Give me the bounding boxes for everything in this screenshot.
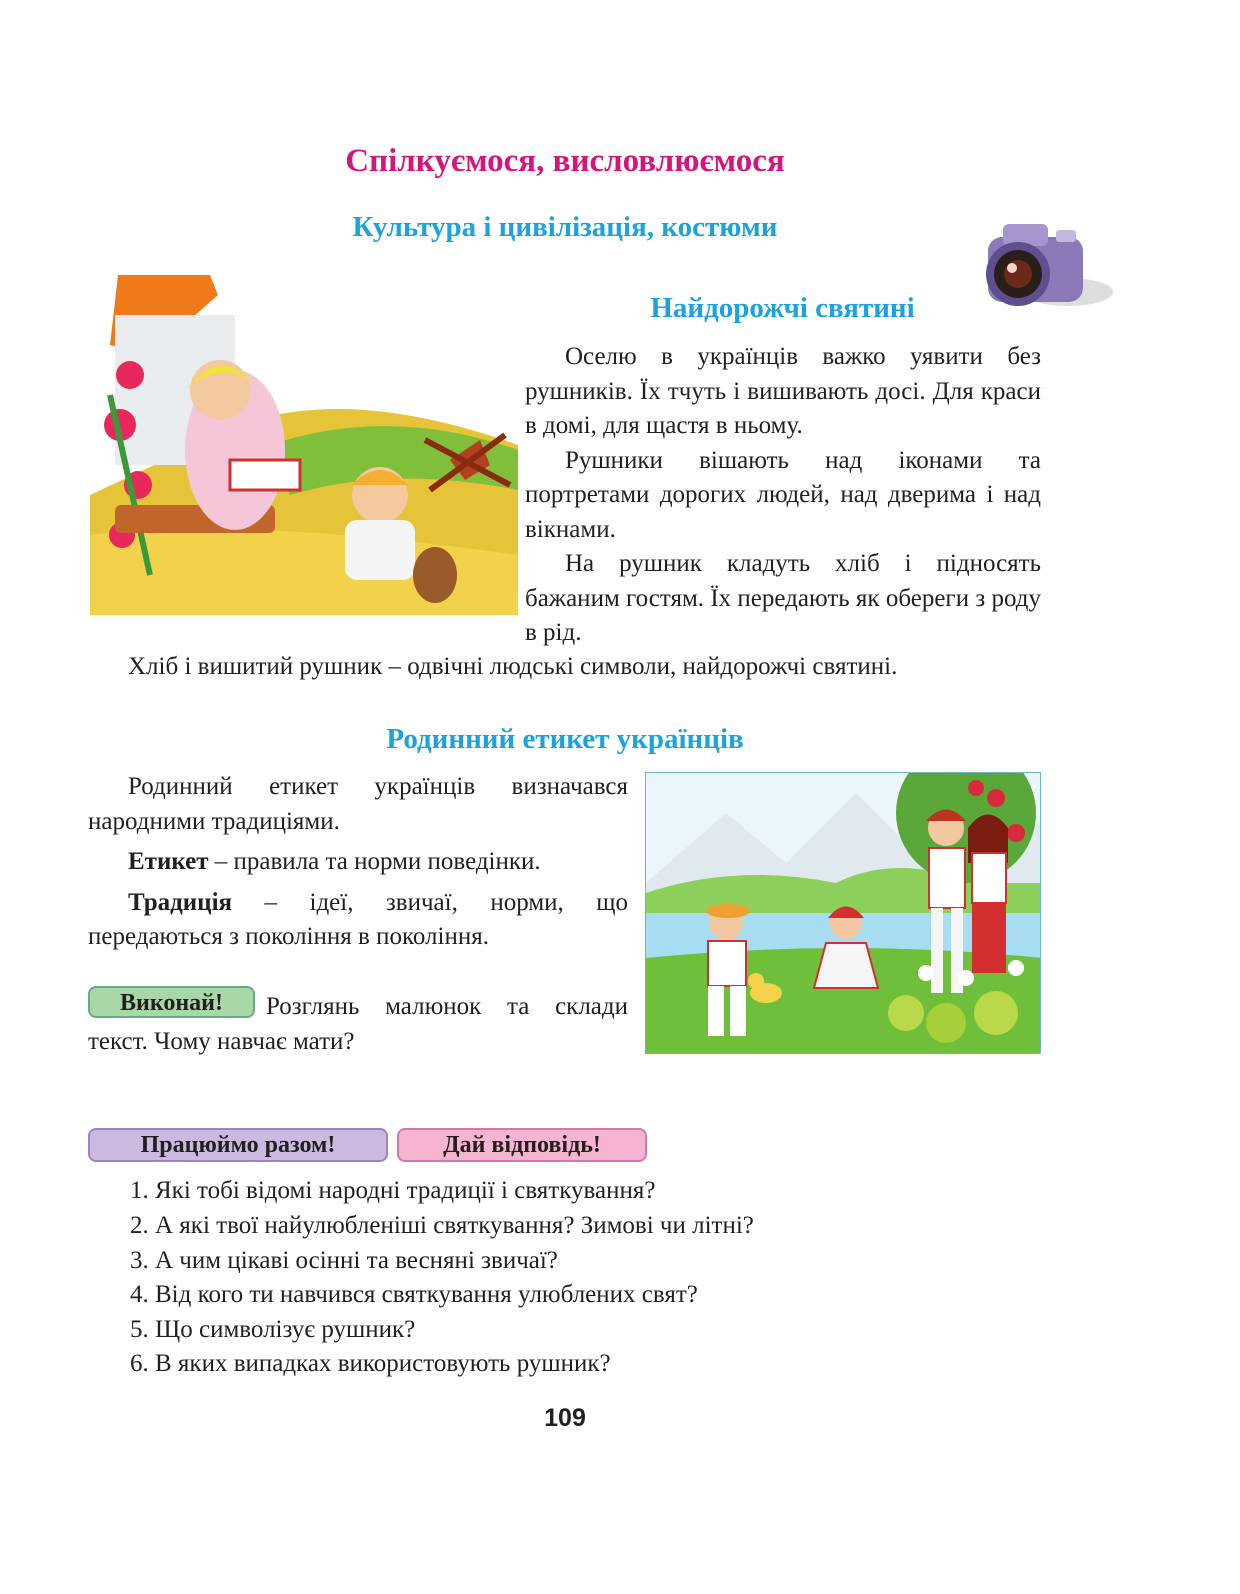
question-3: 3. А чим цікаві осінні та весняні звичаї? (130, 1247, 558, 1274)
question-5: 5. Що символізує рушник? (130, 1316, 416, 1343)
answer-badge: Дай відповідь! (397, 1128, 647, 1162)
tradition-definition-text: – ідеї, звичаї, норми, що передаються з покоління в покоління. (88, 888, 628, 950)
article1-paragraph-1: Оселю в українців важко уявити без рушників. Їх тчуть і вишивають досі. Для краси в домі, для щастя в ньому. (525, 343, 1041, 439)
tradition-term: Традиція (128, 888, 233, 916)
question-4: 4. Від кого ти навчився святкування улюблених свят? (130, 1281, 698, 1308)
page-number: 109 (544, 1404, 586, 1432)
task-text: Розглянь малюнок та склади текст. Чому навчає мати? (88, 993, 628, 1055)
etiquette-term: Етикет (128, 848, 209, 875)
etiquette-definition-text: – правила та норми поведінки. (208, 848, 541, 875)
article1-heading: Найдорожчі святині (650, 292, 915, 324)
article2-heading: Родинний етикет українців (386, 723, 744, 755)
tradition-definition (88, 886, 628, 955)
article2-paragraph-1: Родинний етикет українців визначався народними традиціями. (88, 773, 628, 835)
article1-paragraph-2: Рушники вішають над іконами та портретами дорогих людей, над дверима і над вікнами. (525, 446, 1041, 543)
article1-paragraph-4: Хліб і вишитий рушник – одвічні людські символи, найдорожчі святині. (128, 653, 898, 680)
embroidery-illustration (90, 275, 518, 615)
article1-wrap-text (525, 340, 1041, 651)
article1-paragraph-3: На рушник кладуть хліб і підносять бажаним гостям. Їх передають як обереги з роду в рід. (525, 550, 1041, 646)
work-together-badge: Працюймо разом! (88, 1128, 388, 1162)
section-title: Спілкуємося, висловлюємося (345, 143, 785, 179)
question-6: 6. В яких випадках використовують рушник? (130, 1350, 611, 1377)
do-it-badge: Виконай! (88, 986, 255, 1018)
subtitle: Культура і цивілізація, костюми (352, 211, 778, 243)
question-1: 1. Які тобі відомі народні традиції і святкування? (130, 1177, 656, 1204)
family-illustration (645, 772, 1041, 1054)
etiquette-definition (88, 845, 628, 880)
question-2: 2. А які твої найулюбленіші святкування? Зимові чи літні? (130, 1212, 754, 1239)
article2-text (88, 770, 628, 955)
